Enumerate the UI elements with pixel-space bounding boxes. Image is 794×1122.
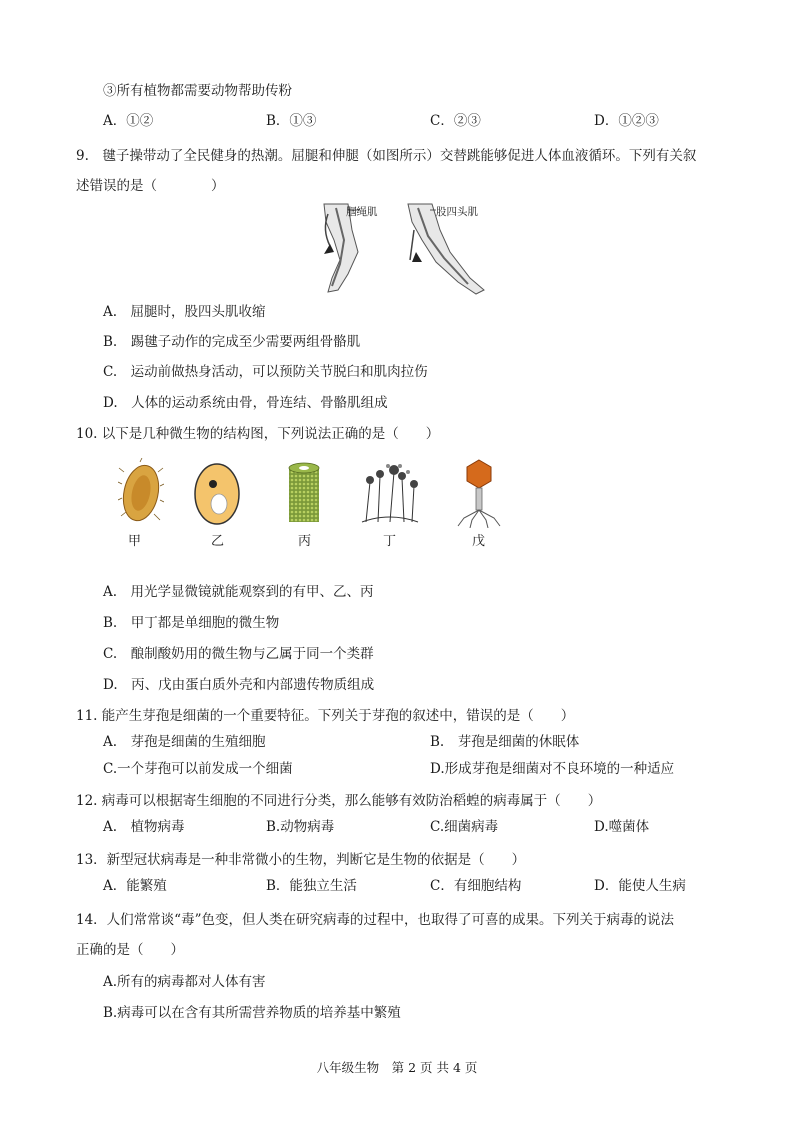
- q14-option-a: A.所有的病毒都对人体有害: [103, 974, 266, 990]
- q12-stem: 12. 病毒可以根据寄生细胞的不同进行分类，那么能够有效防治稻蝗的病毒属于（ ）: [76, 793, 602, 809]
- q11-option-b: B. 芽孢是细菌的休眠体: [430, 734, 580, 750]
- q10-option-c: C. 酿制酸奶用的微生物与乙属于同一个类群: [103, 646, 374, 662]
- q11-stem: 11. 能产生芽孢是细菌的一个重要特征。下列关于芽孢的叙述中，错误的是（ ）: [76, 708, 575, 724]
- q13-option-a: A．能繁殖: [103, 878, 167, 894]
- page-footer: 八年级生物 第 2 页 共 4 页: [316, 1060, 478, 1075]
- label-ding: 丁: [383, 534, 397, 549]
- q14-option-b: B.病毒可以在含有其所需营养物质的培养基中繁殖: [103, 1005, 401, 1021]
- figure-label-hamstring: 腘绳肌: [346, 206, 378, 218]
- bacterium-figure: [118, 458, 164, 528]
- q12-option-a: A. 植物病毒: [103, 819, 185, 835]
- q13-option-c: C．有细胞结构: [430, 878, 522, 894]
- q14-stem-line1: 14．人们常常谈“毒”色变，但人类在研究病毒的过程中，也取得了可喜的成果。下列关于病毒的说法: [76, 912, 674, 928]
- q13-option-d: D．能使人生病: [594, 878, 686, 894]
- q9-option-a: A. 屈腿时，股四头肌收缩: [103, 304, 266, 320]
- q9-option-c: C. 运动前做热身活动，可以预防关节脱臼和肌肉拉伤: [103, 364, 428, 380]
- q9-stem-line2: 述错误的是（ ）: [76, 178, 225, 194]
- q9-option-d: D. 人体的运动系统由骨，骨连结、骨骼肌组成: [103, 395, 388, 411]
- bacteriophage-figure: [454, 458, 504, 528]
- label-jia: 甲: [128, 534, 142, 549]
- figure-label-quadriceps: 股四头肌: [436, 206, 478, 218]
- q12-option-c: C.细菌病毒: [430, 819, 499, 835]
- q9-stem-line1: 9. 毽子操带动了全民健身的热潮。屈腿和伸腿（如图所示）交替跳能够促进人体血液循环。下列有关叙: [76, 148, 697, 164]
- q8-option-d: D．①②③: [594, 113, 659, 129]
- q12-option-d: D.噬菌体: [594, 819, 650, 835]
- q10-option-d: D. 丙、戊由蛋白质外壳和内部遗传物质组成: [103, 677, 375, 693]
- virus-rod-figure: [286, 462, 322, 526]
- label-yi: 乙: [211, 534, 225, 549]
- label-bing: 丙: [298, 534, 312, 549]
- q13-stem: 13．新型冠状病毒是一种非常微小的生物，判断它是生物的依据是（ ）: [76, 852, 526, 868]
- q8-option-a: A．①②: [103, 113, 154, 129]
- q10-stem: 10. 以下是几种微生物的结构图，下列说法正确的是（ ）: [76, 426, 440, 442]
- q13-option-b: B．能独立生活: [266, 878, 357, 894]
- q14-stem-line2: 正确的是（ ）: [76, 942, 184, 958]
- q8-option-c: C．②③: [430, 113, 481, 129]
- mold-figure: [360, 462, 420, 526]
- yeast-figure: [193, 462, 241, 526]
- q11-option-d: D.形成芽孢是细菌对不良环境的一种适应: [430, 761, 675, 777]
- q10-option-b: B. 甲丁都是单细胞的微生物: [103, 615, 280, 631]
- label-wu: 戊: [472, 534, 486, 549]
- q11-option-a: A. 芽孢是细菌的生殖细胞: [103, 734, 266, 750]
- q8-option-b: B．①③: [266, 113, 317, 129]
- q11-option-c: C.一个芽孢可以前发成一个细菌: [103, 761, 293, 777]
- q10-option-a: A. 用光学显微镜就能观察到的有甲、乙、丙: [103, 584, 374, 600]
- q9-option-b: B. 踢毽子动作的完成至少需要两组骨骼肌: [103, 334, 361, 350]
- q12-option-b: B.动物病毒: [266, 819, 335, 835]
- q8-line3: ③所有植物都需要动物帮助传粉: [103, 83, 292, 99]
